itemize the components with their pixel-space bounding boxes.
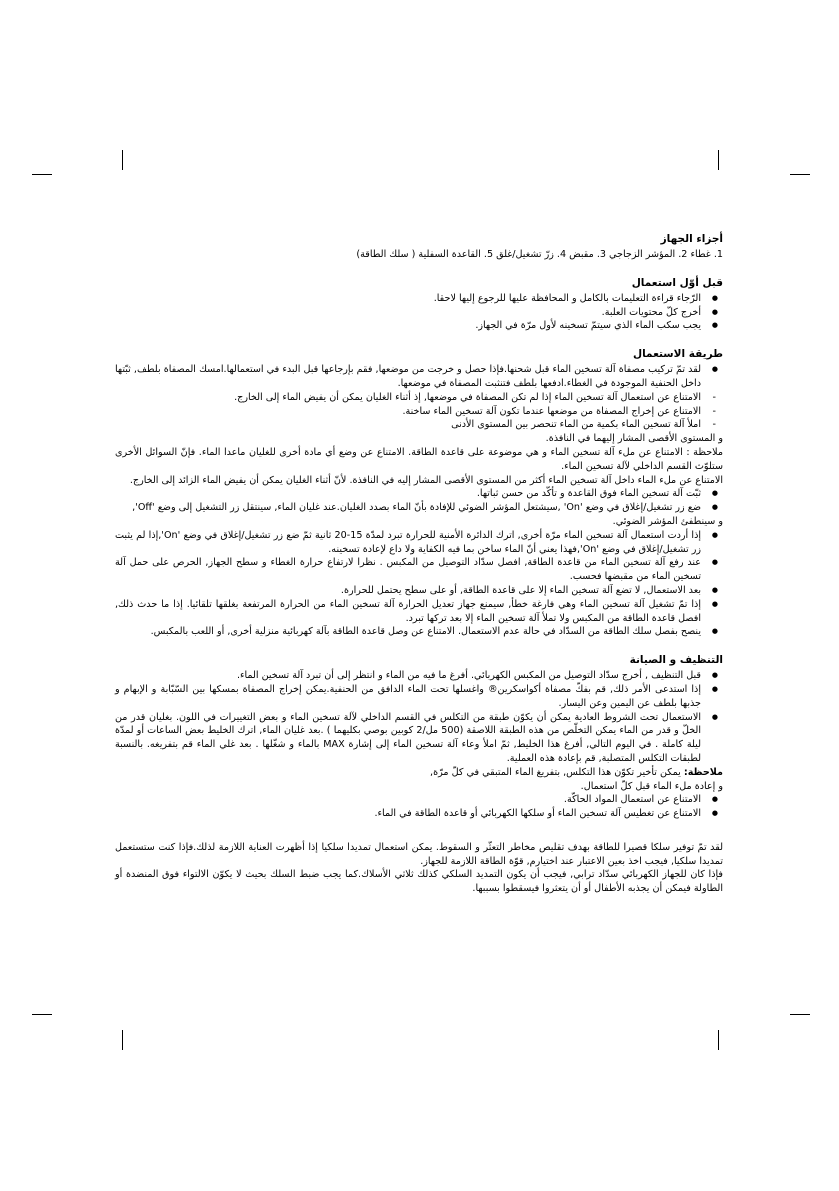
list-item: ● قبل التنظيف , أخرج سدّاد التوصيل من المكبس الكهربائي. أفرغ ما فيه من الماء و انتظر إلى أن تبرد آلة تسخين الماء. [115, 669, 723, 683]
crop-mark [718, 150, 719, 170]
crop-mark [790, 174, 810, 175]
list-item: ● أخرج كلّ محتويات العلبة. [115, 306, 723, 320]
list-item: - الامتناع عن إخراج المصفاة من موضعها عندما تكون آلة تسخين الماء ساخنة. [115, 405, 723, 419]
list-item: ● ضع زر تشغيل/إغلاق في وضع 'On' ,سيشتعل المؤشر الضوئي للإفادة بأنّ الماء بصدد الغليان.عند غليان الماء, سينتقل زر التشغيل إلى وضع 'Off', [115, 501, 723, 515]
list-item: ● الاستعمال تحت الشروط العادية يمكن أن يكوّن طبقة من التكلس في القسم الداخلي لآلة تسخين الماء و بعض التغييرات في اللون. بغليان قدر من الخلّ و قدر من الماء يمكن التخلّص من هذه الطبقة اللاصقة (500 مل/2 كوبين بوصي بكليهما ) .بعد غليان الماء, اترك الخليط بعض الساعات أو لمدّة ليلة كاملة . في اليوم التالي, أفرغ هذا الخليط, ثمّ املأ وعاء آلة تسخين الماء إلى إشارة MAX بالماء و شغّلها . بعد غلي الماء قم بتفريغه. بالنسبة لطبقات التكلس المتصلبة, قم بإعادة هذه العملية. [115, 711, 723, 766]
before-use-title: قبل أوّل استعمال [631, 276, 723, 289]
list-item: ● إذا استدعى الأمر ذلك, قم بفكّ مصفاة أكواسكرين® واغسلها تحت الماء الدافق من الحنفية.يمكن إخراج المصفاة بمسكها بين السّبّابة و الإبهام و جذبها بلطف عن اليمين وعن اليسار. [115, 683, 723, 711]
level-line: و المستوى الأقصى المشار إليهما في النافذة. [545, 433, 723, 445]
crop-mark [32, 174, 52, 175]
crop-mark [32, 1014, 52, 1015]
crop-mark [790, 1014, 810, 1015]
parts-section [115, 232, 723, 262]
list-item: ● بعد الاستعمال, لا تضع آلة تسخين الماء إلا على قاعدة الطاقة, أو على سطح يحتمل للحرارة. [115, 584, 723, 598]
list-item: ● إذا تمّ تشغيل آلة تسخين الماء وهي فارغة خطأ, سيمنع جهاز تعديل الحرارة آلة تسخين الماء من الحرارة المرتفعة بغلقها تلقائيا. إذا ما حدث ذلك, افصل قاعدة الطاقة من المكبس ولا تملأ آلة تسخين الماء إلا بعد تركها تبرد. [115, 598, 723, 626]
parts-list: 1. غطاء 2. المؤشر الزجاجي 3. مقبض 4. زرّ تشغيل/غلق 5. القاعدة السفلية ( سلك الطاقة) [356, 249, 723, 260]
list-item: ● عند رفع آلة تسخين الماء من قاعدة الطاقة, افصل سدّاد التوصيل من المكبس . نظرا لارتفاع حرارة الغطاء و سطح الجهاز, الحرص على حمل آلة تسخين الماء من مقبضها فحسب. [115, 556, 723, 584]
refill-line: و إعادة ملء الماء قبل كلّ استعمال. [580, 780, 723, 792]
list-item: - املأ آلة تسخين الماء بكمية من الماء تنحصر بين المستوى الأدنى [115, 418, 723, 432]
cleaning-title: التنظيف و الصيانة [629, 654, 723, 667]
crop-mark [122, 1030, 123, 1050]
cleaning-note [115, 766, 723, 780]
usage-title: طريقة الاستعمال [633, 348, 723, 361]
before-use-section [115, 276, 723, 333]
cleaning-section [115, 653, 723, 821]
list-item: ● ينصح بفصل سلك الطاقة من السدّاد في حالة عدم الاستعمال. الامتناع عن وصل قاعدة الطاقة بآلة كهربائية منزلية أخرى, أو اللعب بالمكبس. [115, 625, 723, 639]
note-text: يمكن تأخير تكوّن هذا التكلس, بتفريغ الماء المتبقي في كلّ مرّة, [430, 766, 684, 778]
list-item: ● ثبّت آلة تسخين الماء فوق القاعدة و تأكّد من حسن ثباتها. [115, 487, 723, 501]
note-paragraph: ملاحظة : الامتناع عن ملء آلة تسخين الماء و هي موضوعة على قاعدة الطاقة. الامتناع عن وضع أي مادة أخرى للغليان ماعدا الماء. فإنّ السوائل الأخرى ستلوّث القسم الداخلي لآلة تسخين الماء. [115, 446, 723, 472]
cord-paragraph: فإذا كان للجهاز الكهربائي سدّاد ترابي, فيجب أن يكون التمديد السلكي كذلك ثلاثي الأسلاك.كما يجب ضبط السلك بحيث لا يكوّن الالتواء فوق المنضدة أو الطاولة فيمكن أن يجذبه الأطفال أو أن يتعثروا فيسقطوا بسببها. [115, 869, 723, 895]
light-line: و سينطفئ المؤشر الضوئي. [612, 515, 723, 527]
usage-section [115, 347, 723, 639]
crop-mark [122, 150, 123, 170]
parts-title: أجزاء الجهاز [660, 233, 723, 245]
list-item: ● إذا أردت استعمال آلة تسخين الماء مرّة أخرى, اترك الدائرة الأمنية للحرارة تبرد لمدّة 15-20 ثانية ثمّ ضع زر تشغيل/إغلاق في وضع 'On',إذا لم يثبت زر تشغيل/إغلاق في وضع 'On',فهذا يعني أنّ الماء ساخن بما فيه الكفاية ولا داع لإعادة تسخينه. [115, 529, 723, 557]
list-item: ● يجب سكب الماء الذي سيتمّ تسخينه لأول مرّة في الجهاز. [115, 319, 723, 333]
list-item: - الامتناع عن استعمال آلة تسخين الماء إذا لم تكن المصفاة في موضعها, إذ أثناء الغليان يمكن أن يفيض الماء إلى الخارج. [115, 391, 723, 405]
note-label: ملاحظة: [683, 766, 723, 778]
document-body [115, 232, 723, 910]
crop-mark [718, 1030, 719, 1050]
list-item: ● الرّجاء قراءة التعليمات بالكامل و المحافظة عليها للرجوع إليها لاحقا. [115, 292, 723, 306]
cord-section [115, 841, 723, 896]
list-item: ● الامتناع عن تغطيس آلة تسخين الماء أو سلكها الكهربائي أو قاعدة الطاقة في الماء. [115, 807, 723, 821]
list-item: ● الامتناع عن استعمال المواد الحاكّة. [115, 793, 723, 807]
cord-paragraph: لقد تمّ توفير سلكا قصيرا للطاقة بهدف تقليص مخاطر التعثّر و السقوط. يمكن استعمال تمديدا سلكيا إذا أظهرت العناية اللازمة لذلك.فإذا كنت ستستعمل تمديدا سلكيا, فيجب اخذ بعين الاعتبار عند اختيارم, قوّة الطاقة اللازمة للجهاز. [115, 841, 723, 867]
note-paragraph: الامتناع عن ملء الماء داخل آلة تسخين الماء أكثر من المستوى الأقصى المشار إليه في النافذة. لأنّ أثناء الغليان يمكن أن يفيض الماء الزائد إلى الخارج. [129, 474, 723, 486]
list-item: ● لقد تمّ تركيب مصفاة آلة تسخين الماء قبل شحنها.فإذا حصل و خرجت من موضعها, فقم بإرجاعها قبل البدء في استعمالها.امسك المصفاة بلطف, ثبّتها داخل الحنفية الموجودة في الغطاء.ادفعها بلطف فتنثبت المصفاة في موضعها. [115, 363, 723, 391]
